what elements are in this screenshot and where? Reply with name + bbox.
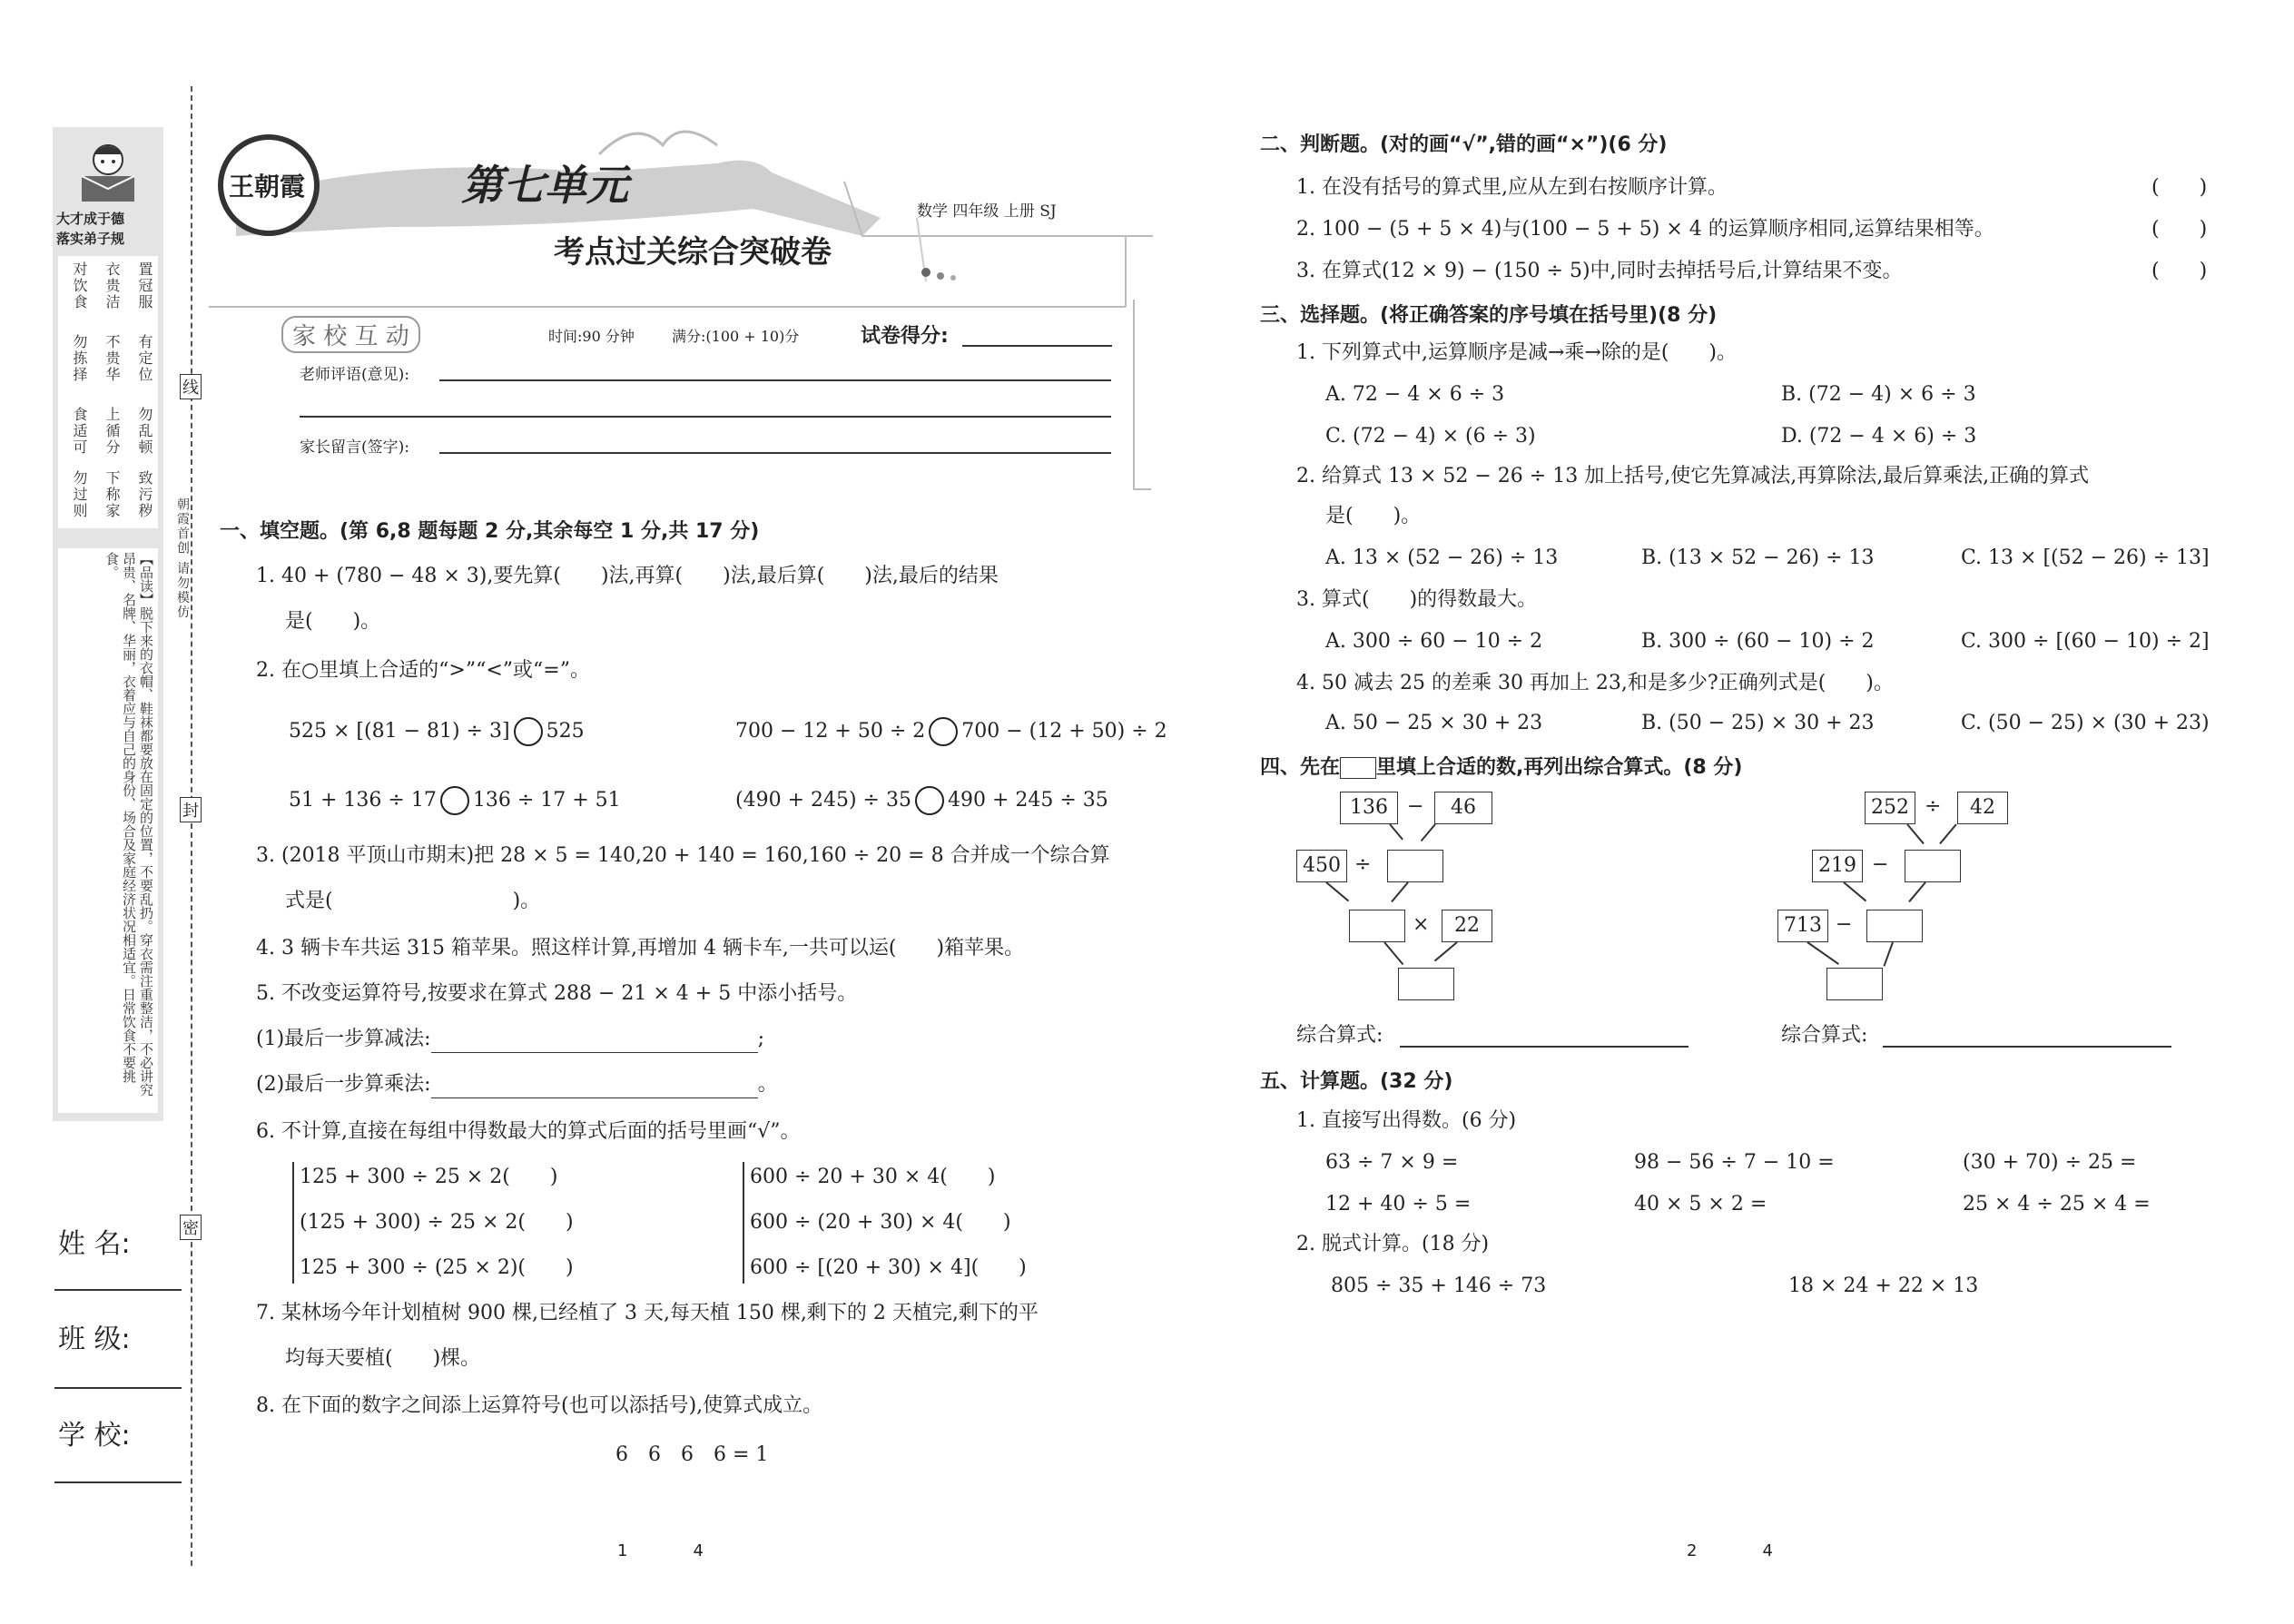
q1-line-a: 1. 40 + (780 − 48 × 3),要先算( )法,再算( )法,最后算( )法,最后的结果 [256, 565, 999, 587]
page-number-left: 1 4 [617, 1541, 704, 1560]
diagram-operator: ÷ [1925, 795, 1942, 818]
calc-2-item: 18 × 24 + 22 × 13 [1788, 1275, 1979, 1297]
calc-1-title: 1. 直接写出得数。(6 分) [1296, 1109, 1517, 1132]
diagram-number: 252 [1865, 792, 1915, 824]
combined-expr-field-2[interactable] [1883, 1046, 2171, 1048]
section-5-title: 五、计算题。(32 分) [1260, 1070, 1453, 1093]
choice-2-c: C. 13 × [(52 − 26) ÷ 13] [1961, 546, 2210, 569]
combined-expr-label-1: 综合算式: [1296, 1024, 1383, 1047]
header-frame [1133, 300, 1151, 490]
diagram-number: 713 [1777, 910, 1828, 942]
full-score-info: 满分:(100 + 10)分 [672, 328, 800, 345]
calc-2-title: 2. 脱式计算。(18 分) [1296, 1233, 1490, 1255]
parent-note-label: 家长留言(签字): [300, 438, 409, 457]
time-info: 时间:90 分钟 [548, 328, 635, 345]
teacher-comment-label: 老师评语(意见): [300, 366, 409, 384]
class-label: 班 级: [58, 1324, 131, 1355]
judge-3-paren[interactable]: ( ) [2151, 260, 2208, 282]
q2-item-2: 700 − 12 + 50 ÷ 2 700 − (12 + 50) ÷ 2 [735, 717, 1167, 746]
exam-meta: 数学 四年级 上册 SJ [917, 202, 1057, 221]
compare-circle[interactable] [514, 717, 543, 746]
exam-subtitle: 考点过关综合突破卷 [554, 234, 832, 271]
diagram-number: 450 [1296, 850, 1347, 882]
answer-box[interactable] [1905, 850, 1961, 882]
margin-char-line: 线 [180, 374, 202, 399]
section-4-title: 四、先在 里填上合适的数,再列出综合算式。(8 分) [1260, 756, 1743, 779]
calc-1-item: 63 ÷ 7 × 9 = [1325, 1151, 1459, 1174]
combined-expr-field-1[interactable] [1400, 1046, 1689, 1048]
choice-1: 1. 下列算式中,运算顺序是减→乘→除的是( )。 [1296, 341, 1738, 364]
choice-2-line-b: 是( )。 [1325, 505, 1422, 527]
answer-box[interactable] [1826, 968, 1883, 1000]
name-field[interactable] [54, 1289, 182, 1291]
motto-top: 大才成于德 [56, 211, 125, 227]
choice-2-a: A. 13 × (52 − 26) ÷ 13 [1325, 546, 1559, 569]
section-2-title: 二、判断题。(对的画“√”,错的画“×”)(6 分) [1260, 133, 1668, 156]
q6-bracket-left [292, 1162, 295, 1284]
judge-2: 2. 100 − (5 + 5 × 4)与(100 − 5 + 5) × 4 的运算顺序相同,运算结果相等。 [1296, 218, 1994, 241]
choice-4: 4. 50 减去 25 的差乘 30 再加上 23,和是多少?正确列式是( )。 [1296, 672, 1894, 694]
choice-1-b: B. (72 − 4) × 6 ÷ 3 [1781, 383, 1976, 406]
calc-1-item: 98 − 56 ÷ 7 − 10 = [1634, 1151, 1835, 1174]
pindu-block: 【品读】脱下来的衣帽、鞋袜都要放在固定的位置，不要乱扔。穿衣需注重整洁，不必讲究昂贵、名牌、华丽，衣着应与自己的身份、场合及家庭经济状况相适宜。日常饮食不要挑食。 [58, 548, 158, 1113]
calc-1-item: (30 + 70) ÷ 25 = [1963, 1151, 2137, 1174]
q5-sub-2: (2)最后一步算乘法: 。 [256, 1071, 778, 1098]
rules-block: 置冠服 有定位 勿乱顿 致污秽 衣贵洁 不贵华 上循分 下称家 对饮食 勿拣择 食适可 勿过则 [58, 256, 158, 528]
compare-circle[interactable] [915, 786, 944, 815]
choice-1-d: D. (72 − 4 × 6) ÷ 3 [1781, 425, 1977, 448]
diagram-operator: ÷ [1354, 853, 1372, 876]
section-1-title: 一、填空题。(第 6,8 题每题 2 分,其余每空 1 分,共 17 分) [220, 520, 760, 543]
diagram-number: 42 [1957, 792, 2008, 824]
judge-1-paren[interactable]: ( ) [2151, 176, 2208, 199]
calc-1-item: 25 × 4 ÷ 25 × 4 = [1963, 1193, 2151, 1216]
calc-1-item: 12 + 40 ÷ 5 = [1325, 1193, 1472, 1216]
judge-1: 1. 在没有括号的算式里,应从左到右按顺序计算。 [1296, 176, 1728, 199]
compare-circle[interactable] [440, 786, 469, 815]
diagram-operator: − [1836, 913, 1853, 936]
q7-line-b: 均每天要植( )棵。 [285, 1347, 481, 1370]
judge-3: 3. 在算式(12 × 9) − (150 ÷ 5)中,同时去掉括号后,计算结果不变。 [1296, 260, 1903, 282]
answer-box[interactable] [1866, 910, 1923, 942]
calc-1-item: 40 × 5 × 2 = [1634, 1193, 1767, 1216]
diagram-number: 46 [1434, 792, 1492, 824]
diagram-number: 136 [1340, 792, 1398, 824]
section-3-title: 三、选择题。(将正确答案的序号填在括号里)(8 分) [1260, 304, 1718, 327]
choice-3-a: A. 300 ÷ 60 − 10 ÷ 2 [1325, 630, 1543, 653]
answer-box[interactable] [1349, 910, 1405, 942]
unit-title: 第七单元 [461, 161, 628, 210]
mascot-icon [64, 134, 153, 207]
choice-1-c: C. (72 − 4) × (6 ÷ 3) [1325, 425, 1536, 448]
q2-item-4: (490 + 245) ÷ 35 490 + 245 ÷ 35 [735, 786, 1108, 815]
answer-box[interactable] [1387, 850, 1443, 882]
logo-text: 王朝霞 [229, 172, 306, 202]
q8-equation: 6 6 6 6 = 1 [615, 1443, 769, 1466]
q5-sub-1: (1)最后一步算减法: ; [256, 1026, 764, 1053]
calc-diagram-1 [1289, 788, 1543, 1015]
q6-left-2: (125 + 300) ÷ 25 × 2( ) [300, 1211, 574, 1234]
q6-left-1: 125 + 300 ÷ 25 × 2( ) [300, 1166, 558, 1188]
school-field[interactable] [54, 1481, 182, 1483]
score-field[interactable] [962, 345, 1112, 347]
diagram-number: 22 [1442, 910, 1492, 942]
q6-right-1: 600 ÷ 20 + 30 × 4( ) [750, 1166, 996, 1188]
page-number-right: 2 4 [1687, 1541, 1773, 1560]
teacher-comment-field-2[interactable] [300, 416, 1111, 418]
motto-bottom: 落实弟子规 [56, 231, 125, 247]
q6-bracket-right [743, 1162, 745, 1284]
diagram-operator: − [1407, 795, 1424, 818]
parent-note-field[interactable] [439, 452, 1111, 454]
name-label: 姓 名: [58, 1228, 131, 1260]
q2-text: 2. 在○里填上合适的“>”“<”或“=”。 [256, 659, 590, 682]
calc-2-item: 805 ÷ 35 + 146 ÷ 73 [1331, 1275, 1547, 1297]
calc-diagram-2 [1770, 788, 2024, 1015]
cut-line [191, 86, 192, 1566]
answer-blank[interactable] [431, 1077, 758, 1098]
q4-text: 4. 3 辆卡车共运 315 箱苹果。照这样计算,再增加 4 辆卡车,一共可以运( )箱苹果。 [256, 937, 1025, 960]
choice-3-b: B. 300 ÷ (60 − 10) ÷ 2 [1641, 630, 1875, 653]
box-icon [1340, 757, 1376, 779]
q8-text: 8. 在下面的数字之间添上运算符号(也可以添括号),使算式成立。 [256, 1394, 823, 1417]
judge-2-paren[interactable]: ( ) [2151, 218, 2208, 241]
diagram-operator: × [1413, 913, 1430, 936]
q7-line-a: 7. 某林场今年计划植树 900 棵,已经植了 3 天,每天植 150 棵,剩下的 2 天植完,剩下的平 [256, 1302, 1039, 1324]
q6-right-2: 600 ÷ (20 + 30) × 4( ) [750, 1211, 1011, 1234]
q6-left-3: 125 + 300 ÷ (25 × 2)( ) [300, 1256, 574, 1279]
q1-line-b: 是( )。 [285, 610, 381, 633]
compare-circle[interactable] [929, 717, 958, 746]
score-label: 试卷得分: [861, 325, 949, 348]
q6-text: 6. 不计算,直接在每组中得数最大的算式后面的括号里画“√”。 [256, 1120, 801, 1143]
combined-expr-label-2: 综合算式: [1781, 1024, 1868, 1047]
q3-line-a: 3. (2018 平顶山市期末)把 28 × 5 = 140,20 + 140 = 160,160 ÷ 20 = 8 合并成一个综合算 [256, 844, 1110, 867]
choice-4-b: B. (50 − 25) × 30 + 23 [1641, 712, 1875, 734]
choice-2-b: B. (13 × 52 − 26) ÷ 13 [1641, 546, 1875, 569]
answer-blank[interactable] [431, 1031, 758, 1053]
school-label: 学 校: [58, 1420, 131, 1452]
answer-box[interactable] [1398, 968, 1454, 1000]
q2-item-1: 525 × [(81 − 81) ÷ 3] 525 [289, 717, 585, 746]
choice-4-a: A. 50 − 25 × 30 + 23 [1325, 712, 1543, 734]
margin-char-dense: 密 [180, 1215, 202, 1240]
class-field[interactable] [54, 1387, 182, 1389]
teacher-comment-field[interactable] [439, 379, 1111, 381]
diagram-operator: − [1872, 853, 1889, 876]
margin-char-seal: 封 [180, 797, 202, 822]
q3-line-b: 式是( )。 [285, 890, 541, 912]
diagram-number: 219 [1812, 850, 1863, 882]
choice-3: 3. 算式( )的得数最大。 [1296, 588, 1538, 611]
choice-1-a: A. 72 − 4 × 6 ÷ 3 [1325, 383, 1505, 406]
q6-right-3: 600 ÷ [(20 + 30) × 4]( ) [750, 1256, 1027, 1279]
choice-4-c: C. (50 − 25) × (30 + 23) [1961, 712, 2210, 734]
home-school-tag: 家 校 互 动 [281, 316, 420, 353]
q5-text: 5. 不改变运算符号,按要求在算式 288 − 21 × 4 + 5 中添小括号。 [256, 982, 858, 1005]
choice-2-line-a: 2. 给算式 13 × 52 − 26 ÷ 13 加上括号,使它先算减法,再算除法,最后算乘法,正确的算式 [1296, 465, 2090, 487]
choice-3-c: C. 300 ÷ [(60 − 10) ÷ 2] [1961, 630, 2210, 653]
logo-seal [218, 134, 320, 236]
q2-item-3: 51 + 136 ÷ 17 136 ÷ 17 + 51 [289, 786, 621, 815]
copyright-note: 朝霞首创 请勿模仿 [175, 497, 190, 620]
